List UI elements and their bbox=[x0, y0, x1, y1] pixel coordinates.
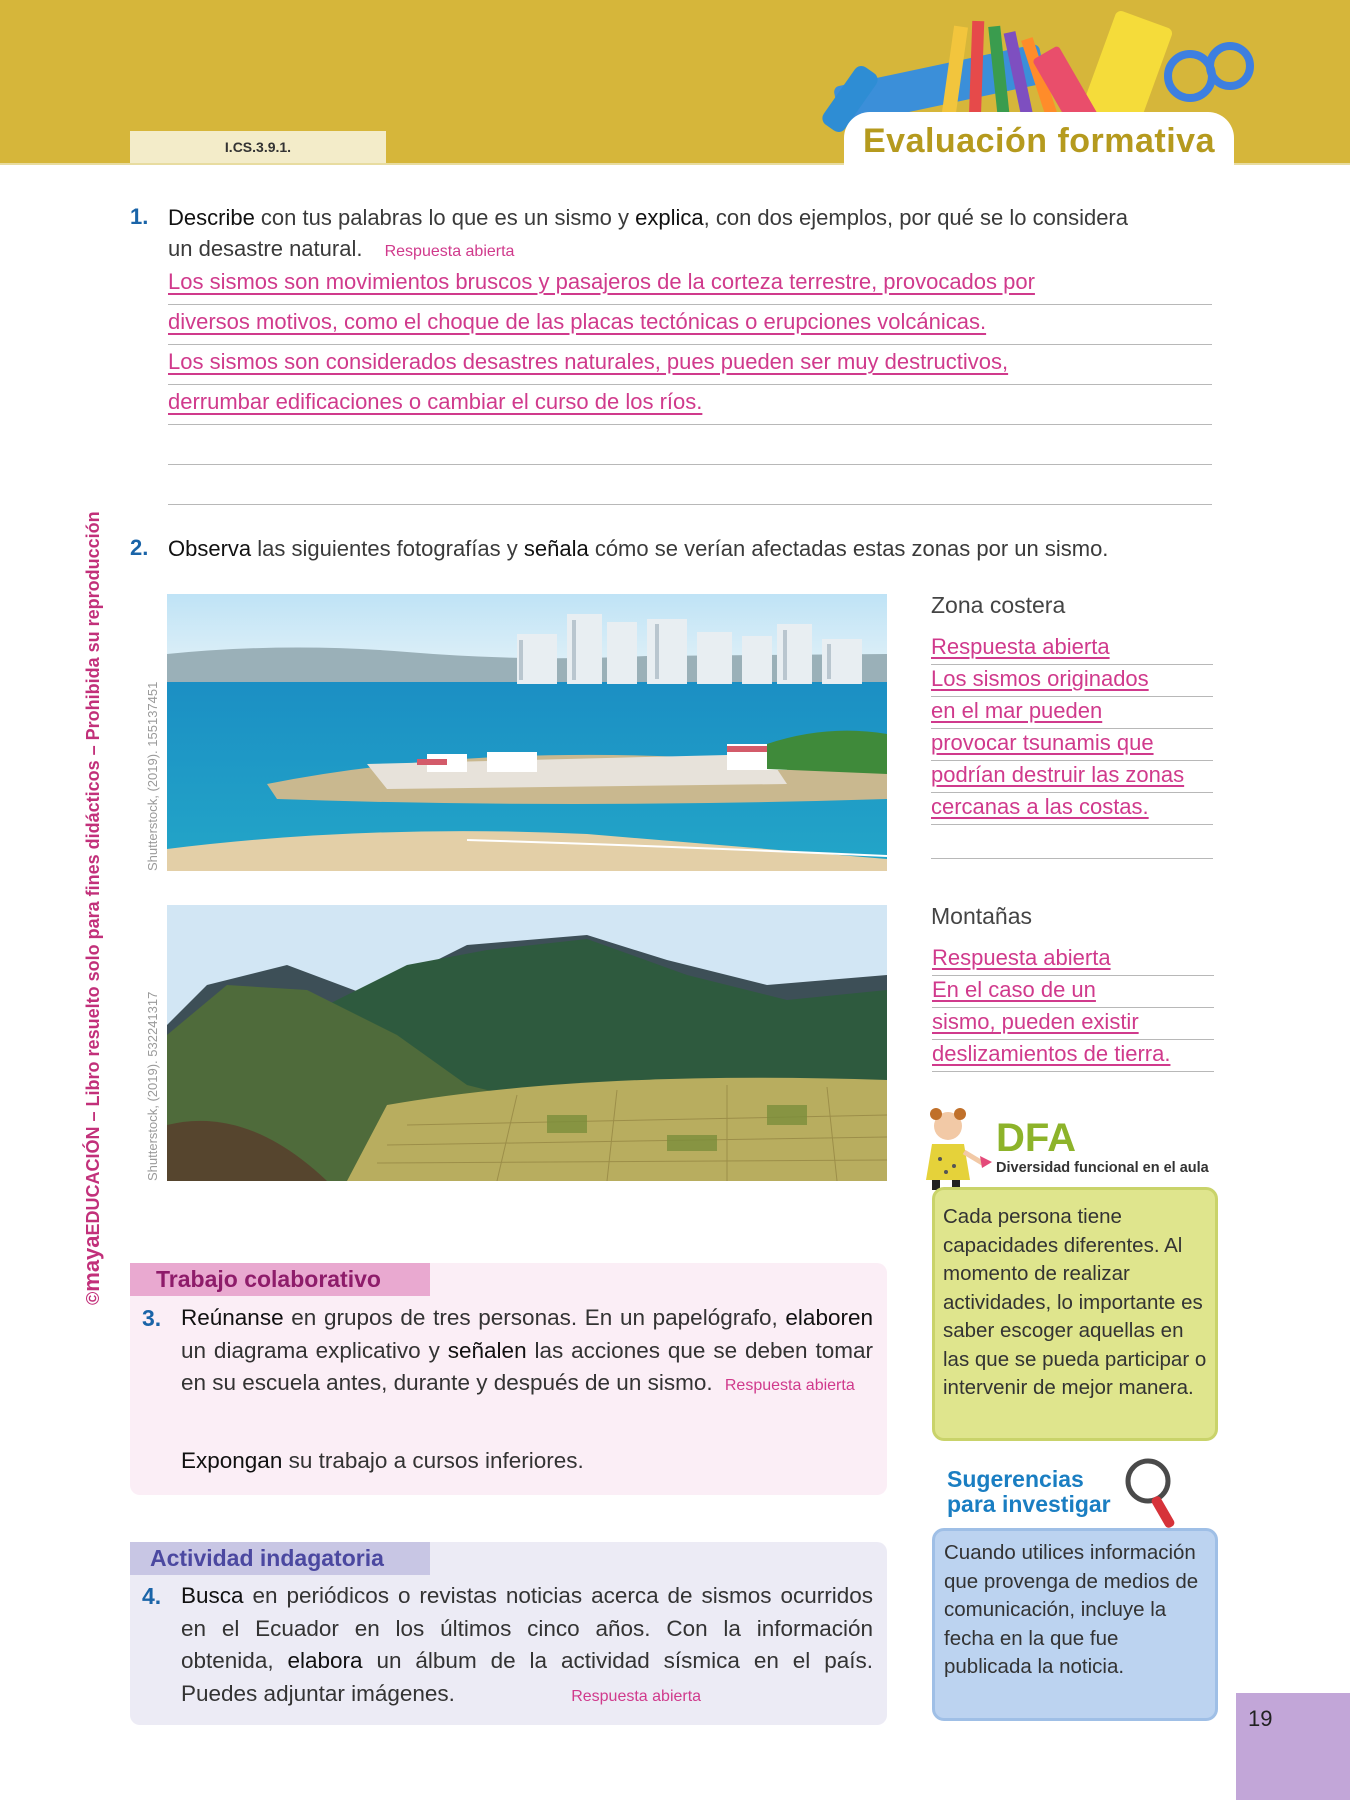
q3-text bbox=[181, 1302, 873, 1403]
q1-prompt bbox=[168, 202, 1248, 267]
mountain-answer-line-3: sismo, pueden existir bbox=[932, 1007, 1214, 1040]
coast-answer-line-5: podrían destruir las zonas bbox=[931, 760, 1213, 793]
q1-answer-line-3: Los sismos son considerados desastres naturales, pues pueden ser muy destructivos, bbox=[168, 344, 1212, 385]
side-copyright-credit bbox=[72, 455, 112, 1305]
q4-text-b: un álbum de la actividad sísmica en el país. Puedes adjuntar imágenes. bbox=[181, 1648, 873, 1706]
mountains-zone-title: Montañas bbox=[931, 903, 1033, 929]
dfa-subtitle: Diversidad funcional en el aula bbox=[996, 1160, 1209, 1176]
q4-text bbox=[181, 1580, 873, 1713]
q1-number: 1. bbox=[130, 204, 149, 229]
q4-open-answer-label: Respuesta abierta bbox=[571, 1687, 702, 1705]
copyright-symbol: © bbox=[83, 1291, 103, 1305]
q3-text-a: en grupos de tres personas. En un papelógrafo, bbox=[283, 1305, 786, 1330]
q1-text-a: con tus palabras lo que es un sismo y bbox=[254, 205, 636, 230]
coastal-zone-photo bbox=[167, 594, 887, 871]
q4-number: 4. bbox=[142, 1583, 162, 1609]
section-title: Evaluación formativa bbox=[862, 122, 1215, 160]
sugerencias-title-line-2: para investigar bbox=[947, 1491, 1111, 1517]
q3-verb-reunanse: Reúnanse bbox=[181, 1305, 284, 1330]
page-number: 19 bbox=[1236, 1693, 1350, 1800]
coast-answer-line-1: Respuesta abierta bbox=[931, 632, 1213, 665]
sugerencias-title-line-1: Sugerencias bbox=[947, 1466, 1084, 1492]
q2-number: 2. bbox=[130, 535, 149, 560]
magnifying-glass-icon bbox=[1122, 1455, 1184, 1535]
q2-prompt bbox=[168, 533, 1248, 564]
mountain-answer-line-1: Respuesta abierta bbox=[932, 943, 1214, 976]
q2-verb-senala: señala bbox=[523, 536, 589, 561]
q4-text-a: en periódicos o revistas noticias acerca de sismos ocurridos en el Ecuador en los últimos cinco años. Con la información obtenida, bbox=[181, 1583, 873, 1673]
coast-answer-line-2: Los sismos originados bbox=[931, 664, 1213, 697]
coast-answer-line-6: cercanas a las costas. bbox=[931, 792, 1213, 825]
photo-credit-coast: Shutterstock, (2019). 155137451 bbox=[145, 681, 160, 871]
q1-text-c: un desastre natural. bbox=[168, 236, 363, 261]
q2-text-a: las siguientes fotografías y bbox=[251, 536, 524, 561]
q1-answer-line-6 bbox=[168, 464, 1212, 505]
q2-verb-observa: Observa bbox=[168, 536, 252, 561]
q3-open-answer-label: Respuesta abierta bbox=[724, 1377, 855, 1394]
q3-verb-elaboren: elaboren bbox=[785, 1305, 873, 1330]
q1-text-b: , con dos ejemplos, por qué se lo considera bbox=[703, 205, 1128, 230]
mountain-answer-line-2: En el caso de un bbox=[932, 975, 1214, 1008]
q3-text-d: su trabajo a cursos inferiores. bbox=[282, 1448, 584, 1473]
q1-verb-describe: Describe bbox=[168, 205, 255, 230]
girl-mascot-icon bbox=[918, 1104, 998, 1194]
coast-zone-title: Zona costera bbox=[931, 592, 1066, 618]
mountains-photo bbox=[167, 905, 887, 1181]
q2-text-b: cómo se verían afectadas estas zonas por un sismo. bbox=[588, 536, 1109, 561]
coast-answer-line-7 bbox=[931, 826, 1213, 859]
coast-answer-line-4: provocar tsunamis que bbox=[931, 728, 1213, 761]
sugerencias-title bbox=[947, 1467, 1111, 1517]
q1-open-answer-label: Respuesta abierta bbox=[384, 243, 515, 260]
q3-verb-expongan: Expongan bbox=[181, 1448, 283, 1473]
q3-number: 3. bbox=[142, 1305, 162, 1331]
credit-text: EDUCACIÓN – Libro resuelto solo para fines didácticos – Prohibida su reproducción bbox=[83, 511, 103, 1236]
dfa-title: DFA bbox=[996, 1116, 1076, 1160]
q3-text-c: las acciones que se deben tomar en su escuela antes, durante y después de un sismo. bbox=[181, 1337, 873, 1395]
q1-answer-line-2: diversos motivos, como el choque de las placas tectónicas o erupciones volcánicas. bbox=[168, 304, 1212, 345]
photo-credit-mountains: Shutterstock, (2019). 532241317 bbox=[145, 991, 160, 1181]
q1-answer-line-1: Los sismos son movimientos bruscos y pasajeros de la corteza terrestre, provocados por bbox=[168, 264, 1212, 305]
q1-answer-line-5 bbox=[168, 424, 1212, 465]
sugerencias-text: Cuando utilices información que provenga de medios de comunicación, incluye la fecha en la que fue publicada la noticia. bbox=[944, 1541, 1199, 1678]
q3-verb-senalen: señalen bbox=[447, 1337, 527, 1363]
mountain-answer-line-4: deslizamientos de tierra. bbox=[932, 1039, 1214, 1072]
indicator-code: I.CS.3.9.1. bbox=[130, 131, 386, 163]
q1-verb-explica: explica bbox=[635, 205, 704, 230]
q3-text-b: un diagrama explicativo y bbox=[181, 1337, 448, 1363]
coast-answer-line-3: en el mar pueden bbox=[931, 696, 1213, 729]
q3-expongan bbox=[181, 1445, 873, 1478]
q4-verb-elabora: elabora bbox=[287, 1648, 363, 1673]
q4-verb-busca: Busca bbox=[181, 1583, 244, 1608]
trabajo-colaborativo-heading: Trabajo colaborativo bbox=[130, 1263, 430, 1296]
brand-name: maya bbox=[79, 1235, 104, 1292]
q1-answer-line-4: derrumbar edificaciones o cambiar el curso de los ríos. bbox=[168, 384, 1212, 425]
dfa-text: Cada persona tiene capacidades diferentes. Al momento de realizar actividades, lo importante es saber escoger aquellas en las que se pueda participar o intervenir de mejor manera. bbox=[943, 1205, 1207, 1399]
actividad-indagatoria-heading: Actividad indagatoria bbox=[130, 1542, 430, 1575]
